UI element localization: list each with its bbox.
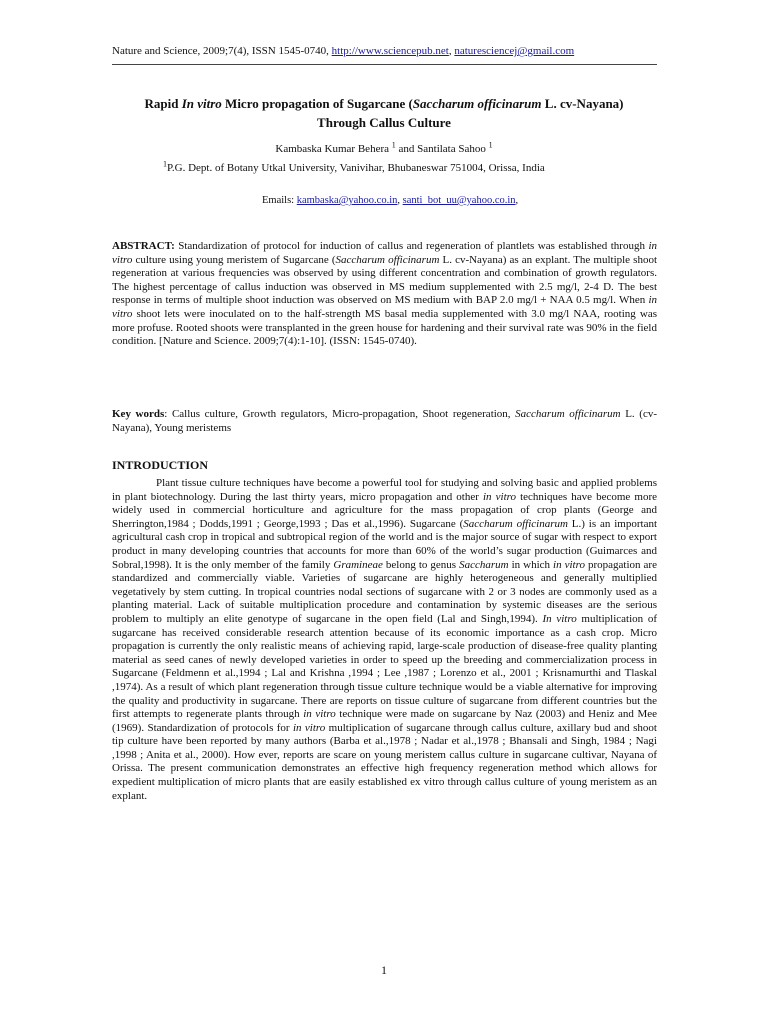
email-link-1[interactable]: kambaska@yahoo.co.in xyxy=(296,195,398,206)
body-text: multiplication of sugarcane has received considerable research attention because of its economic importance as a cash crop. Micro propagation is currently the only realistic means of achieving rapid, large-scale production of disease-free quality planting material as seed canes of newly developed varieties in order to speed up the breeding and commercialization process in Sugarcane (Feldmenn et al.,1994 ; Lal and Krishna ,1994 ; Lee ,1987 ; Lorenzo et al., 2001 ; Krisnamurthi and Tlaskal ,1974). As a result of which plant regeneration through tissue culture technique would be a viable alternative for improving the quality and productivity in sugarcane. There are reports on tissue culture of sugarcane from different countries but the first attempts to regenerate plants through xyxy=(112,612,658,721)
abstract xyxy=(112,240,657,349)
header-separator: , xyxy=(448,45,455,57)
abstract-italic: Saccharum officinarum xyxy=(335,253,440,266)
paper-title xyxy=(120,94,648,132)
author-1-affiliation-mark: 1 xyxy=(391,140,396,150)
body-text: propagation are standardized and commercially viable. Varieties of sugarcane are highly heterogeneous and generally multiplied vegetatively by stem cutting. In tropical countries nodal sections of sugarcane with 2 or 3 nodes are commonly used as a planting material. Lack of suitable multiplication procedure and contamination by systemic diseases are the serious problem to multiply an elite genotype of sugarcane in the open field (Lal and Singh,1994). xyxy=(112,558,657,625)
section-heading-introduction: INTRODUCTION xyxy=(112,458,209,472)
author-2: and Santilata Sahoo xyxy=(395,143,489,155)
title-text-1: Rapid xyxy=(144,96,182,111)
body-italic: in vitro xyxy=(553,558,585,571)
abstract-text: culture using young meristem of Sugarcane ( xyxy=(132,253,336,266)
abstract-text: Standardization of protocol for induction of callus and regeneration of plantlets was established through xyxy=(174,240,649,252)
body-text: in which xyxy=(508,558,554,571)
page-number: 1 xyxy=(381,963,387,977)
body-text: L.) is an important agricultural cash crop in tropical and subtropical region of the world and is the major source of sugar with respect to export product in many developing countries that accounts for more than 60% of the world’s sugar production (Guimarces and Sobral,1998). It is the only member of the family xyxy=(112,517,658,571)
body-text: belong to genus xyxy=(382,558,460,571)
abstract-label: ABSTRACT: xyxy=(112,240,175,252)
author-1: Kambaska Kumar Behera xyxy=(275,143,392,155)
journal-url-link[interactable]: http://www.sciencepub.net xyxy=(331,45,449,57)
body-text: multiplication of sugarcane through callus culture, axillary bud and shoot tip culture have been reported by many authors (Barba et al.,1978 ; Nadar et al.,1978 ; Bhansali and Singh, 1984 ; Nagi ,1998 ; Anita et al., 2000). How ever, reports are scare on young meristem callus culture in sugarcane cultivar, Nayana of Orissa. The present communication demonstrates an effective high frequency regeneration method which allows for expedient multiplication of micro plants that are easily established ex vitro through callus culture of young meristem as an explant. xyxy=(112,721,657,802)
body-italic: Saccharum officinarum xyxy=(463,517,568,530)
affiliation xyxy=(163,159,653,174)
body-italic: Saccharum xyxy=(459,558,509,571)
emails-label: Emails: xyxy=(262,195,297,206)
body-text: techniques have become more widely used in commercial horticulture and agriculture for the mass propagation of crop plants (George and Sherrington,1984 ; Dodds,1991 ; George,1993 ; Das et al.,1996). Sugarcane ( xyxy=(112,490,657,530)
email-link-2[interactable]: santi_bot_uu@yahoo.co.in xyxy=(402,195,516,206)
author-emails xyxy=(262,195,682,206)
abstract-italic: in vitro xyxy=(112,240,657,266)
affiliation-mark: 1 xyxy=(163,159,167,169)
author-2-affiliation-mark: 1 xyxy=(488,140,493,150)
title-italic-2: Saccharum officinarum xyxy=(412,96,542,111)
title-text-2: Micro propagation of Sugarcane ( xyxy=(221,96,413,111)
body-text: technique were made on sugarcane by Naz (2003) and Heniz and Mee (1969). Standardization of protocols for xyxy=(112,708,657,734)
journal-citation: Nature and Science, 2009;7(4), ISSN 1545-0740, xyxy=(112,45,332,57)
title-text-3: L. cv-Nayana) Through Callus Culture xyxy=(317,96,624,130)
title-italic-1: In vitro xyxy=(181,96,222,111)
running-header xyxy=(112,45,652,57)
emails-trail: , xyxy=(515,195,519,206)
body-text: Plant tissue culture techniques have become a powerful tool for studying and solving basic and applied problems in plant biotechnology. During the last thirty years, micro propagation and other xyxy=(112,477,657,503)
keywords xyxy=(112,408,657,435)
journal-email-link[interactable]: naturesciencej@gmail.com xyxy=(454,45,575,57)
author-list xyxy=(112,140,656,155)
keywords-text: L. (cv-Nayana), Young meristems xyxy=(112,408,658,434)
abstract-text: shoot lets were inoculated on to the half-strength MS basal media supplemented with 3.0 mg/l NAA, rooting was more profuse. Rooted shoots were transplanted in the green house for hardening and their survival rate was 90% in the field condition. [Nature and Science. 2009;7(4):1-10]. (ISSN: 1545-0740). xyxy=(112,307,657,348)
body-italic: In vitro xyxy=(542,612,577,625)
body-italic: in vitro xyxy=(482,490,517,503)
keywords-text: : Callus culture, Growth regulators, Micro-propagation, Shoot regeneration, xyxy=(164,408,516,420)
body-italic: in vitro xyxy=(303,708,336,721)
header-divider xyxy=(112,64,657,65)
keywords-label: Key words xyxy=(112,408,165,420)
body-italic: in vitro xyxy=(292,721,326,734)
keywords-italic: Saccharum officinarum xyxy=(515,408,621,420)
body-italic: Gramineae xyxy=(333,558,383,571)
affiliation-text: P.G. Dept. of Botany Utkal University, Vanivihar, Bhubaneswar 751004, Orissa, India xyxy=(167,162,545,174)
abstract-italic: in vitro xyxy=(112,294,657,320)
emails-separator: , xyxy=(397,195,403,206)
introduction-paragraph xyxy=(112,477,657,803)
abstract-text: L. cv-Nayana) as an explant. The multiple shoot regeneration at various frequencies was observed by using different concentration and combination of growth regulators. The highest percentage of callus induction was observed in MS medium supplemented with 2.5 mg/l, 2-4 D. The best response in terms of multiple shoot induction was observed on MS medium with BAP 2.0 mg/l + NAA 0.5 mg/l. When xyxy=(112,253,657,307)
